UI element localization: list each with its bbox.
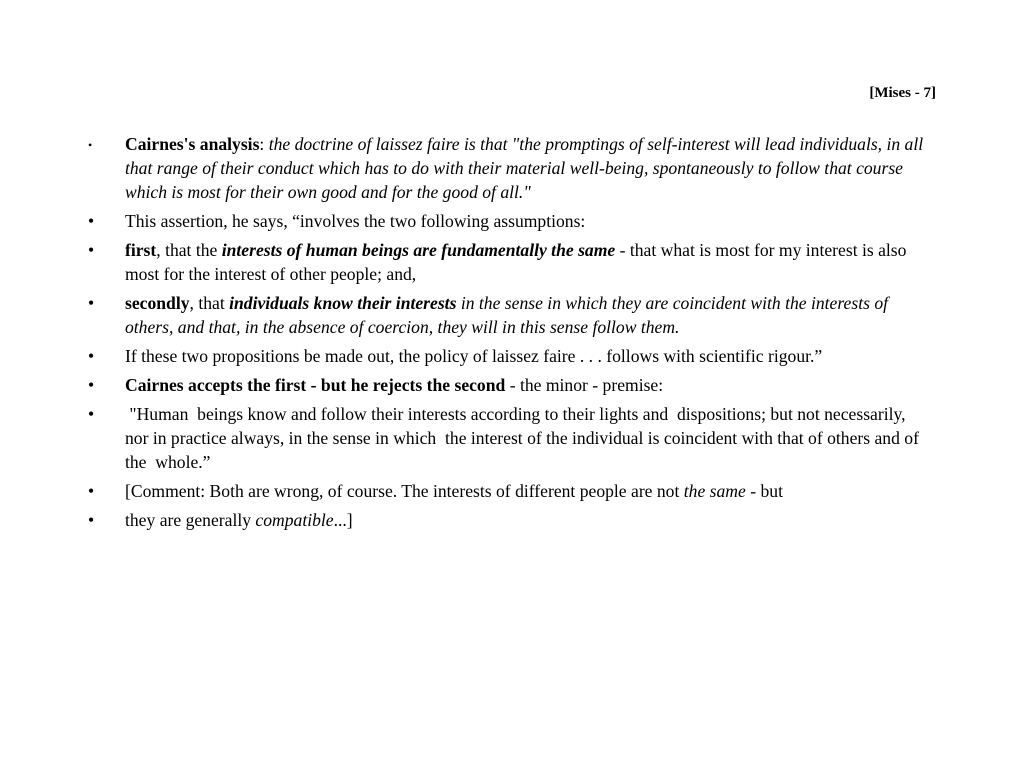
bullet-list [88, 132, 928, 537]
bullet-marker: • [88, 510, 95, 530]
bullet-lead-bold: Cairnes's analysis [125, 134, 260, 154]
bullet-italic-text: the same [683, 481, 746, 501]
bullet-item-comment [88, 479, 928, 503]
bullet-marker: • [88, 375, 95, 395]
bullet-lead-bold: Cairnes accepts the first - but he rejects the second [125, 375, 506, 395]
bullet-item-secondly [88, 291, 928, 339]
slide-reference: [Mises - 7] [869, 85, 936, 101]
bullet-text: - but [745, 481, 783, 501]
bullet-item-cairnes-analysis [88, 132, 928, 204]
bullet-text: "Human beings know and follow their interests according to their lights and dispositions; but not necessarily, nor in practice always, in the sense in which the interest of the individual is coincident with that of others and of the whole.” [125, 404, 924, 472]
bullet-item-cairnes-accepts [88, 373, 928, 397]
bullet-item-first [88, 238, 928, 286]
bullet-text: [Comment: Both are wrong, of course. The interests of different people are not [125, 481, 684, 501]
bullet-text: This assertion, he says, “involves the two following assumptions: [125, 211, 586, 231]
bullet-marker: • [88, 404, 95, 424]
bullet-text: ...] [333, 510, 353, 530]
bullet-marker: • [88, 240, 95, 260]
bullet-marker: • [88, 481, 95, 501]
bullet-text: , that the [156, 240, 222, 260]
bullet-marker: • [88, 211, 95, 231]
bullet-emphasis: interests of human beings are fundamentally the same [221, 240, 616, 260]
bullet-item-assertion [88, 209, 928, 233]
bullet-item-propositions [88, 344, 928, 368]
bullet-item-human-beings-quote [88, 402, 928, 474]
bullet-text: they are generally [125, 510, 256, 530]
bullet-emphasis: individuals know their interests [229, 293, 457, 313]
bullet-lead-bold: first [125, 240, 157, 260]
bullet-marker: • [88, 346, 95, 366]
bullet-marker: • [88, 293, 95, 313]
bullet-marker: • [88, 138, 93, 152]
bullet-text: If these two propositions be made out, the policy of laissez faire . . . follows with scientific rigour.” [125, 346, 823, 366]
bullet-text: - the minor - premise: [505, 375, 664, 395]
bullet-item-compatible [88, 508, 928, 532]
bullet-italic-text: in the sense in which they are coincident with the interests of others, and that, in the absence of coercion, they will in this sense follow them. [125, 293, 889, 337]
bullet-separator: : [259, 134, 269, 154]
bullet-quote: the doctrine of laissez faire is that "the promptings of self-interest will lead individuals, in all that range of their conduct which has to do with their material well-being, spontaneously to follow that course which is most for their own good and for the good of all." [125, 134, 924, 202]
bullet-lead-bold: secondly [125, 293, 190, 313]
bullet-text: , that [189, 293, 230, 313]
bullet-text: - that what is most for my interest is also most for the interest of other people; and, [125, 240, 907, 284]
bullet-italic-text: compatible [255, 510, 334, 530]
